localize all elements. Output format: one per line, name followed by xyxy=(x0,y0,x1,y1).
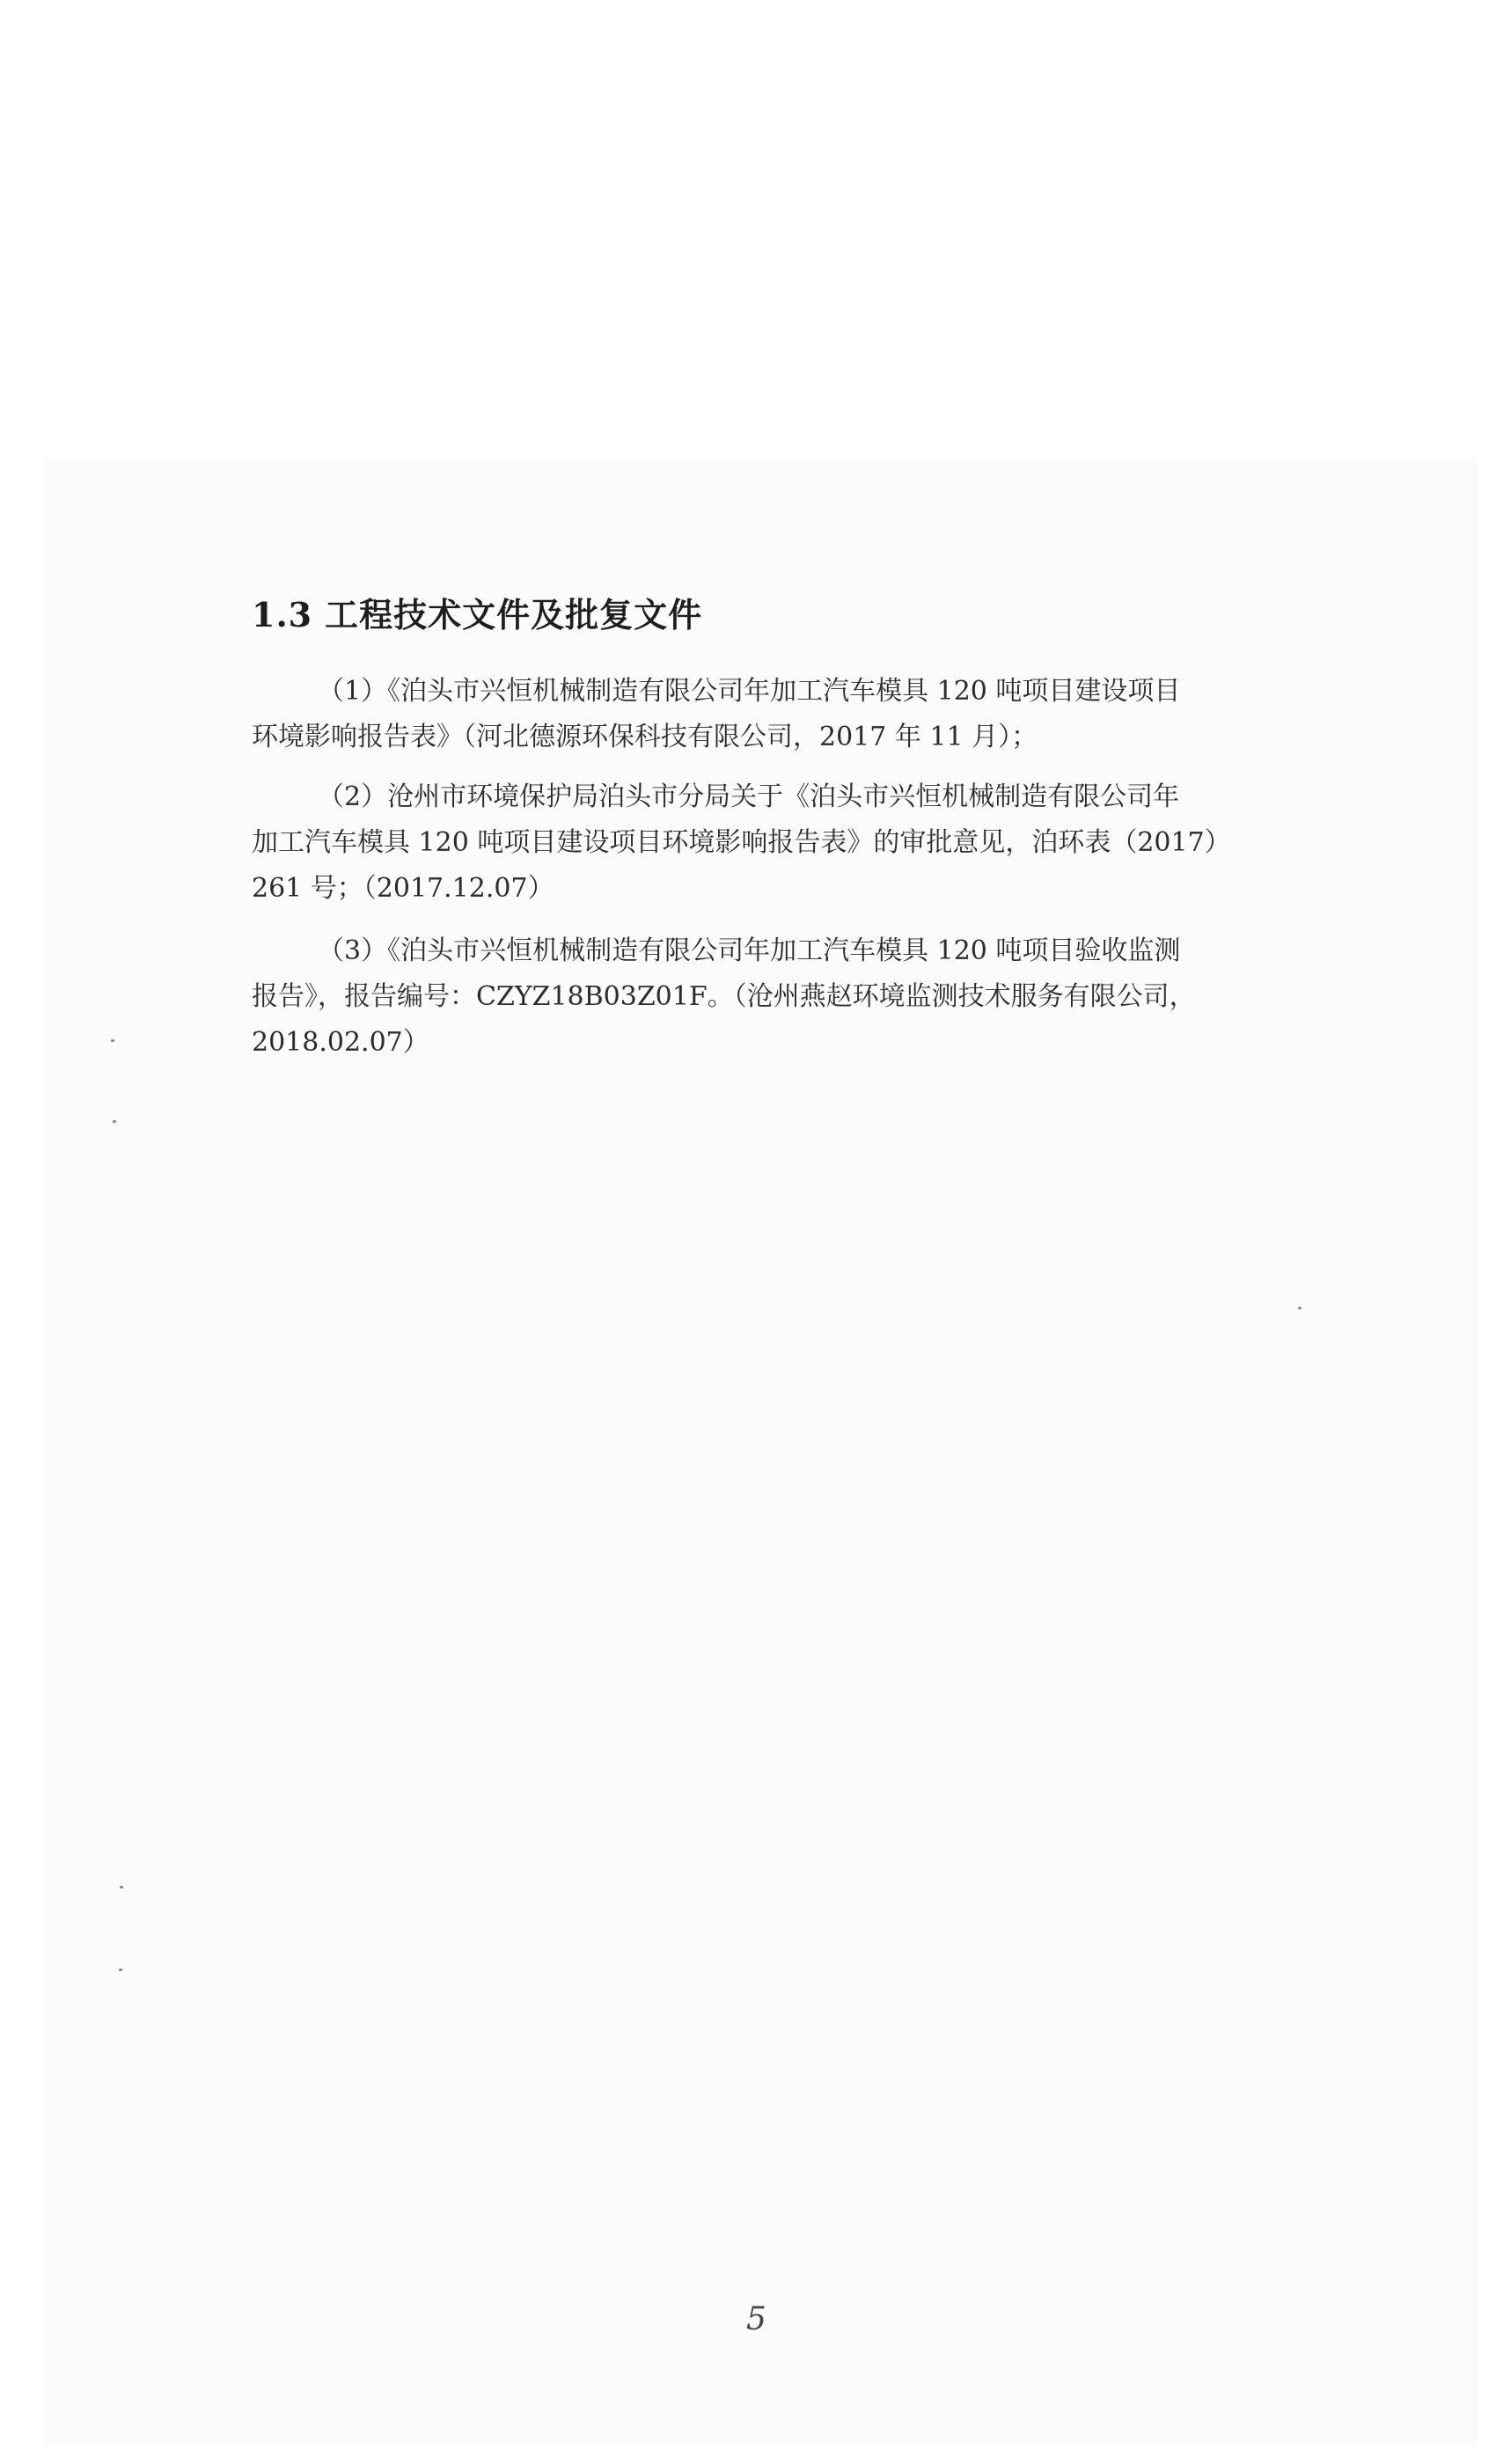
reference-item-3-line-1: （3）《泊头市兴恒机械制造有限公司年加工汽车模具 120 吨项目验收监测 xyxy=(318,935,1181,966)
scan-speck xyxy=(113,1120,116,1123)
scan-speck xyxy=(120,1886,123,1888)
reference-item-3-line-2: 报告》，报告编号：CZYZ18B03Z01F。（沧州燕赵环境监测技术服务有限公司， xyxy=(252,981,1196,1012)
reference-item-3-line-3: 2018.02.07） xyxy=(252,1027,429,1058)
reference-item-1-line-2: 环境影响报告表》（河北德源环保科技有限公司，2017 年 11 月）； xyxy=(252,722,1038,752)
reference-item-3 xyxy=(252,928,1196,1066)
reference-item-1-line-1: （1）《泊头市兴恒机械制造有限公司年加工汽车模具 120 吨项目建设项目 xyxy=(318,676,1181,707)
scan-speck xyxy=(119,1969,122,1971)
reference-item-2-line-3: 261 号；（2017.12.07） xyxy=(252,873,554,904)
scan-speck xyxy=(1298,1307,1302,1309)
reference-item-2-line-1: （2）沧州市环境保护局泊头市分局关于《泊头市兴恒机械制造有限公司年 xyxy=(318,781,1180,812)
scan-speck xyxy=(111,1039,114,1042)
section-number: 1.3 xyxy=(252,595,313,634)
section-title: 工程技术文件及批复文件 xyxy=(325,595,703,634)
page-number: 5 xyxy=(746,2301,766,2337)
reference-item-2-line-2: 加工汽车模具 120 吨项目建设项目环境影响报告表》的审批意见，泊环表（2017） xyxy=(252,827,1231,858)
reference-item-2 xyxy=(252,774,1231,912)
section-heading xyxy=(252,588,702,636)
reference-item-1 xyxy=(252,669,1180,760)
